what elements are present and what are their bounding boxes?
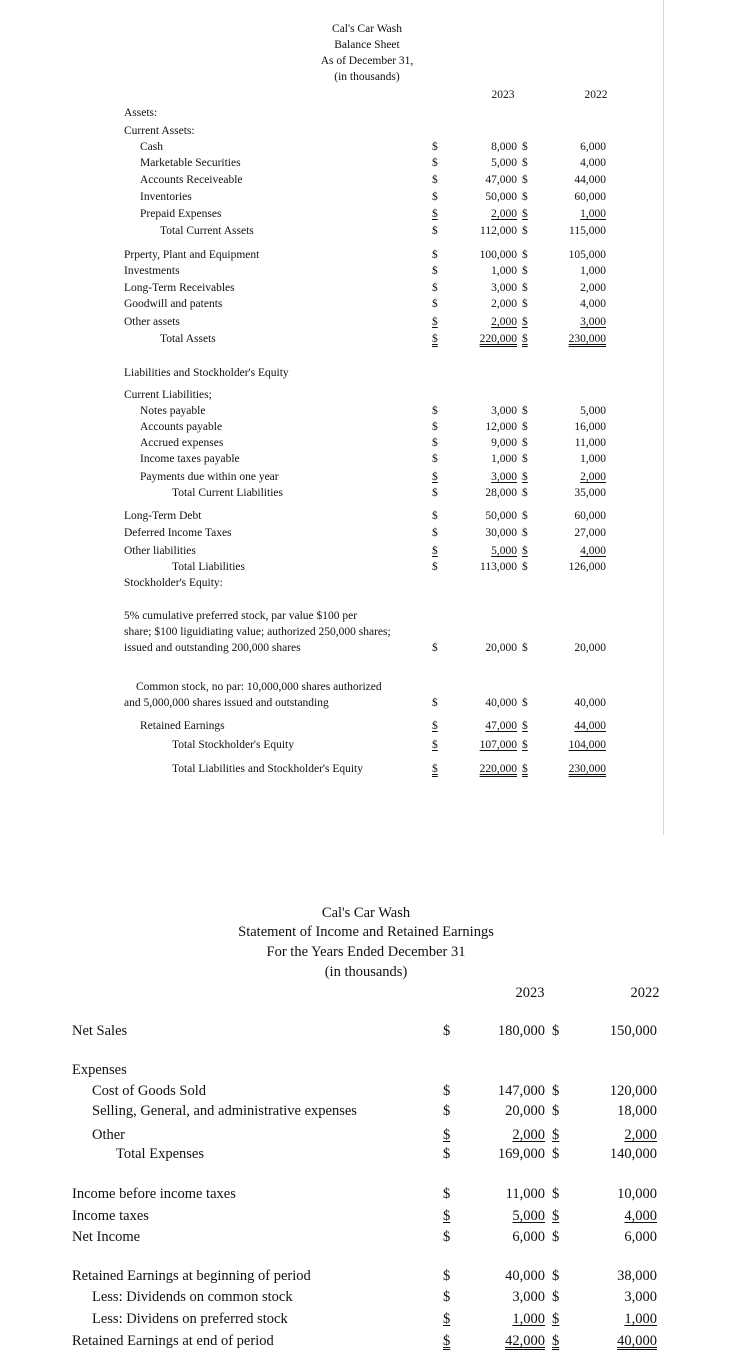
dollar-sign: $: [522, 739, 528, 751]
value-2022: 3,000: [624, 1289, 657, 1305]
total-value-2023: 220,000: [479, 763, 517, 775]
value-2022: 38,000: [617, 1268, 657, 1284]
total-value-2022: 35,000: [574, 487, 606, 499]
dollar-sign: $: [522, 471, 528, 483]
row-label: Goodwill and patents: [124, 298, 223, 310]
total-value-2023: 28,000: [485, 487, 517, 499]
dollar-sign: $: [432, 282, 438, 294]
value-2022: 4,000: [580, 157, 606, 169]
value-2023: 5,000: [491, 157, 517, 169]
dollar-sign: $: [443, 1268, 451, 1284]
row-label: Retained Earnings: [140, 720, 225, 732]
row-label: Income taxes payable: [140, 453, 240, 465]
dollar-sign: $: [432, 405, 438, 417]
dollar-sign: $: [432, 316, 438, 328]
total-value-2023: 113,000: [480, 561, 517, 573]
preferred-description: share; $100 liguidiating value; authorized 250,000 shares;: [124, 626, 391, 638]
is-col-2022: 2022: [630, 985, 660, 1001]
dollar-sign: $: [432, 421, 438, 433]
equity-heading: Stockholder's Equity:: [124, 577, 223, 589]
liabilities-heading: Liabilities and Stockholder's Equity: [124, 367, 289, 379]
dollar-sign: $: [522, 405, 528, 417]
assets-heading: Assets:: [124, 107, 158, 119]
row-label: Marketable Securities: [140, 157, 241, 169]
dollar-sign: $: [443, 1229, 451, 1245]
dollar-sign: $: [432, 763, 438, 775]
value-2022: 4,000: [580, 298, 606, 310]
row-label: Net Income: [72, 1229, 141, 1245]
total-label: Total Current Liabilities: [172, 487, 283, 499]
dollar-sign: $: [522, 265, 528, 277]
value-2023: 2,000: [512, 1127, 545, 1143]
total-value-2022: 104,000: [568, 739, 606, 751]
dollar-sign: $: [552, 1083, 560, 1099]
dollar-sign: $: [522, 249, 528, 261]
current-liabilities-heading: Current Liabilities;: [124, 389, 212, 401]
dollar-sign: $: [522, 141, 528, 153]
total-value-2022: 126,000: [568, 561, 606, 573]
value-2022: 60,000: [574, 191, 606, 203]
value-2023: 3,000: [491, 282, 517, 294]
value-2022: 10,000: [617, 1186, 657, 1202]
total-label: Total Stockholder's Equity: [172, 739, 295, 751]
dollar-sign: $: [522, 763, 528, 775]
dollar-sign: $: [522, 642, 528, 654]
dollar-sign: $: [522, 191, 528, 203]
value-2023: 50,000: [485, 191, 517, 203]
preferred-description: 5% cumulative preferred stock, par value $100 per: [124, 610, 358, 622]
dollar-sign: $: [552, 1186, 560, 1202]
dollar-sign: $: [522, 720, 528, 732]
dollar-sign: $: [432, 720, 438, 732]
value-2023: 1,000: [491, 453, 517, 465]
dollar-sign: $: [443, 1023, 451, 1039]
dollar-sign: $: [443, 1311, 451, 1327]
row-label: Accrued expenses: [140, 437, 224, 449]
is-col-2023: 2023: [515, 985, 545, 1001]
dollar-sign: $: [522, 333, 528, 345]
dollar-sign: $: [522, 487, 528, 499]
dollar-sign: $: [443, 1333, 451, 1349]
value-2022: 40,000: [574, 697, 606, 709]
value-2022: 2,000: [624, 1127, 657, 1143]
value-2022: 150,000: [609, 1023, 657, 1039]
value-2022: 11,000: [574, 437, 606, 449]
value-2022: 1,000: [580, 265, 606, 277]
value-2023: 147,000: [497, 1083, 545, 1099]
value-2023: 42,000: [505, 1333, 545, 1349]
dollar-sign: $: [552, 1208, 560, 1224]
dollar-sign: $: [432, 437, 438, 449]
dollar-sign: $: [552, 1268, 560, 1284]
dollar-sign: $: [432, 141, 438, 153]
value-2023: 6,000: [512, 1229, 545, 1245]
is-title-period: For the Years Ended December 31: [266, 944, 466, 960]
value-2023: 2,000: [491, 316, 517, 328]
total-value-2022: 140,000: [609, 1146, 657, 1162]
bs-title-units: (in thousands): [334, 71, 400, 83]
dollar-sign: $: [522, 697, 528, 709]
dollar-sign: $: [432, 157, 438, 169]
row-label: Prperty, Plant and Equipment: [124, 249, 260, 261]
value-2023: 47,000: [485, 174, 517, 186]
dollar-sign: $: [522, 298, 528, 310]
row-label: Deferred Income Taxes: [124, 527, 232, 539]
value-2023: 8,000: [491, 141, 517, 153]
dollar-sign: $: [432, 174, 438, 186]
current-assets-heading: Current Assets:: [124, 125, 195, 137]
dollar-sign: $: [552, 1146, 560, 1162]
dollar-sign: $: [432, 510, 438, 522]
value-2023: 9,000: [491, 437, 517, 449]
value-2023: 2,000: [491, 208, 517, 220]
row-label: Accounts Receiveable: [140, 174, 243, 186]
row-label: Inventories: [140, 191, 192, 203]
common-description: Common stock, no par: 10,000,000 shares authorized: [136, 681, 382, 693]
dollar-sign: $: [552, 1103, 560, 1119]
row-label: Selling, General, and administrative expenses: [92, 1103, 357, 1119]
value-2022: 120,000: [609, 1083, 657, 1099]
dollar-sign: $: [552, 1311, 560, 1327]
value-2023: 3,000: [491, 405, 517, 417]
total-value-2023: 169,000: [497, 1146, 545, 1162]
total-value-2023: 107,000: [479, 739, 517, 751]
row-label: Retained Earnings at beginning of period: [72, 1268, 311, 1284]
value-2023: 180,000: [497, 1023, 545, 1039]
dollar-sign: $: [443, 1146, 451, 1162]
is-title-units: (in thousands): [324, 964, 408, 980]
dollar-sign: $: [522, 174, 528, 186]
value-2023: 20,000: [505, 1103, 545, 1119]
value-2023: 50,000: [485, 510, 517, 522]
dollar-sign: $: [432, 642, 438, 654]
total-label: Total Expenses: [116, 1146, 204, 1162]
dollar-sign: $: [443, 1127, 451, 1143]
dollar-sign: $: [522, 437, 528, 449]
value-2023: 5,000: [512, 1208, 545, 1224]
row-label: Long-Term Debt: [124, 510, 202, 522]
bs-title-name: Balance Sheet: [334, 39, 400, 51]
dollar-sign: $: [432, 453, 438, 465]
expenses-heading: Expenses: [72, 1062, 127, 1078]
dollar-sign: $: [522, 421, 528, 433]
dollar-sign: $: [432, 527, 438, 539]
value-2023: 30,000: [485, 527, 517, 539]
row-label: Cost of Goods Sold: [92, 1083, 207, 1099]
dollar-sign: $: [522, 545, 528, 557]
value-2022: 1,000: [624, 1311, 657, 1327]
dollar-sign: $: [432, 298, 438, 310]
row-label: Retained Earnings at end of period: [72, 1333, 274, 1349]
value-2022: 5,000: [580, 405, 606, 417]
value-2022: 40,000: [617, 1333, 657, 1349]
value-2023: 1,000: [512, 1311, 545, 1327]
value-2022: 44,000: [574, 720, 606, 732]
value-2023: 40,000: [505, 1268, 545, 1284]
dollar-sign: $: [522, 561, 528, 573]
value-2022: 60,000: [574, 510, 606, 522]
value-2023: 47,000: [485, 720, 517, 732]
value-2022: 1,000: [580, 208, 606, 220]
row-label: Prepaid Expenses: [140, 208, 222, 220]
value-2023: 100,000: [479, 249, 517, 261]
row-label: Net Sales: [72, 1023, 128, 1039]
dollar-sign: $: [522, 527, 528, 539]
total-label: Total Current Assets: [160, 225, 254, 237]
dollar-sign: $: [432, 333, 438, 345]
value-2022: 20,000: [574, 642, 606, 654]
value-2023: 20,000: [485, 642, 517, 654]
total-value-2022: 115,000: [569, 225, 606, 237]
dollar-sign: $: [432, 545, 438, 557]
dollar-sign: $: [432, 249, 438, 261]
dollar-sign: $: [522, 510, 528, 522]
dollar-sign: $: [443, 1289, 451, 1305]
value-2022: 2,000: [580, 471, 606, 483]
value-2022: 2,000: [580, 282, 606, 294]
row-label: Income taxes: [72, 1208, 149, 1224]
value-2022: 18,000: [617, 1103, 657, 1119]
value-2022: 1,000: [580, 453, 606, 465]
total-label: Total Assets: [160, 333, 216, 345]
value-2023: 1,000: [491, 265, 517, 277]
bs-col-2023: 2023: [491, 89, 515, 101]
row-label: Payments due within one year: [140, 471, 279, 483]
row-label: Investments: [124, 265, 180, 277]
value-2022: 4,000: [624, 1208, 657, 1224]
is-title-name: Statement of Income and Retained Earnings: [238, 924, 494, 940]
dollar-sign: $: [432, 471, 438, 483]
dollar-sign: $: [552, 1229, 560, 1245]
value-2022: 3,000: [580, 316, 606, 328]
dollar-sign: $: [443, 1208, 451, 1224]
dollar-sign: $: [522, 225, 528, 237]
dollar-sign: $: [432, 191, 438, 203]
preferred-description: issued and outstanding 200,000 shares: [124, 642, 301, 654]
bs-title-company: Cal's Car Wash: [332, 23, 402, 35]
dollar-sign: $: [552, 1333, 560, 1349]
dollar-sign: $: [432, 225, 438, 237]
value-2022: 6,000: [580, 141, 606, 153]
dollar-sign: $: [432, 265, 438, 277]
dollar-sign: $: [522, 157, 528, 169]
value-2022: 27,000: [574, 527, 606, 539]
dollar-sign: $: [552, 1289, 560, 1305]
dollar-sign: $: [522, 453, 528, 465]
dollar-sign: $: [432, 487, 438, 499]
common-description: and 5,000,000 shares issued and outstanding: [124, 697, 329, 709]
value-2023: 40,000: [485, 697, 517, 709]
total-value-2023: 112,000: [480, 225, 517, 237]
dollar-sign: $: [552, 1023, 560, 1039]
value-2022: 6,000: [624, 1229, 657, 1245]
bs-col-2022: 2022: [584, 89, 608, 101]
value-2023: 11,000: [505, 1186, 545, 1202]
value-2022: 44,000: [574, 174, 606, 186]
value-2023: 3,000: [512, 1289, 545, 1305]
dollar-sign: $: [443, 1103, 451, 1119]
is-title-company: Cal's Car Wash: [321, 905, 411, 921]
value-2022: 16,000: [574, 421, 606, 433]
dollar-sign: $: [443, 1186, 451, 1202]
page-divider: [663, 0, 664, 835]
row-label: Other assets: [124, 316, 180, 328]
value-2022: 105,000: [568, 249, 606, 261]
dollar-sign: $: [432, 697, 438, 709]
row-label: Less: Dividends on common stock: [92, 1289, 293, 1305]
dollar-sign: $: [522, 208, 528, 220]
total-value-2022: 230,000: [568, 333, 606, 345]
row-label: Accounts payable: [140, 421, 223, 433]
value-2022: 4,000: [580, 545, 606, 557]
row-label: Less: Dividens on preferred stock: [92, 1311, 288, 1327]
dollar-sign: $: [522, 316, 528, 328]
total-label: Total Liabilities: [172, 561, 245, 573]
row-label: Cash: [140, 141, 163, 153]
value-2023: 5,000: [491, 545, 517, 557]
value-2023: 3,000: [491, 471, 517, 483]
dollar-sign: $: [552, 1127, 560, 1143]
bs-title-date: As of December 31,: [320, 55, 414, 67]
dollar-sign: $: [522, 282, 528, 294]
row-label: Long-Term Receivables: [124, 282, 235, 294]
dollar-sign: $: [432, 739, 438, 751]
row-label: Other liabilities: [124, 545, 196, 557]
value-2023: 12,000: [485, 421, 517, 433]
total-label: Total Liabilities and Stockholder's Equity: [172, 763, 363, 775]
row-label: Income before income taxes: [72, 1186, 236, 1202]
dollar-sign: $: [432, 208, 438, 220]
total-value-2023: 220,000: [479, 333, 517, 345]
dollar-sign: $: [432, 561, 438, 573]
row-label: Other: [92, 1127, 126, 1143]
dollar-sign: $: [443, 1083, 451, 1099]
row-label: Notes payable: [140, 405, 206, 417]
value-2023: 2,000: [491, 298, 517, 310]
total-value-2022: 230,000: [568, 763, 606, 775]
